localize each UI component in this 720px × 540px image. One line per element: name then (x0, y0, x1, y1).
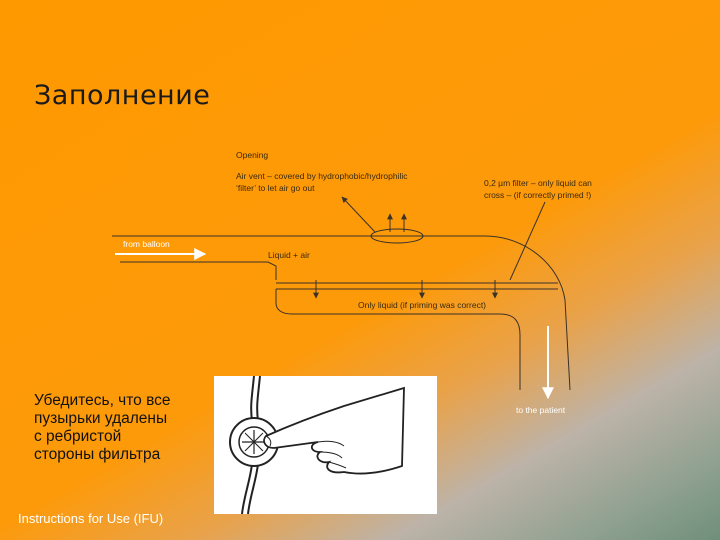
instruction-line: Убедитесь, что все (34, 392, 171, 409)
label-opening: Opening (236, 150, 269, 160)
slide-title: Заполнение (34, 80, 211, 111)
label-to-patient: to the patient (516, 405, 566, 415)
filter-hand-illustration (214, 376, 437, 514)
instruction-line: с ребристой (34, 428, 122, 445)
instruction-text (34, 392, 204, 464)
instruction-line: стороны фильтра (34, 446, 161, 463)
air-vent-arrow (342, 197, 375, 232)
label-air-vent-1: Air vent – covered by hydrophobic/hydrophilic (236, 171, 408, 181)
label-filter-2: cross – (if correctly primed !) (484, 190, 592, 200)
footer-ifu: Instructions for Use (IFU) (18, 511, 164, 526)
upper-tube-outer (112, 236, 570, 390)
upper-tube-inner (120, 262, 276, 280)
instruction-line: пузырьки удалены (34, 410, 168, 427)
label-filter-1: 0,2 µm filter – only liquid can (484, 178, 592, 188)
label-only-liquid: Only liquid (if priming was correct) (358, 300, 487, 310)
label-from-balloon: from balloon (123, 239, 170, 249)
hand-pressing-filter-image (214, 376, 437, 514)
label-liquid-air: Liquid + air (268, 250, 310, 260)
label-air-vent-2: ‘filter’ to let air go out (236, 183, 315, 193)
